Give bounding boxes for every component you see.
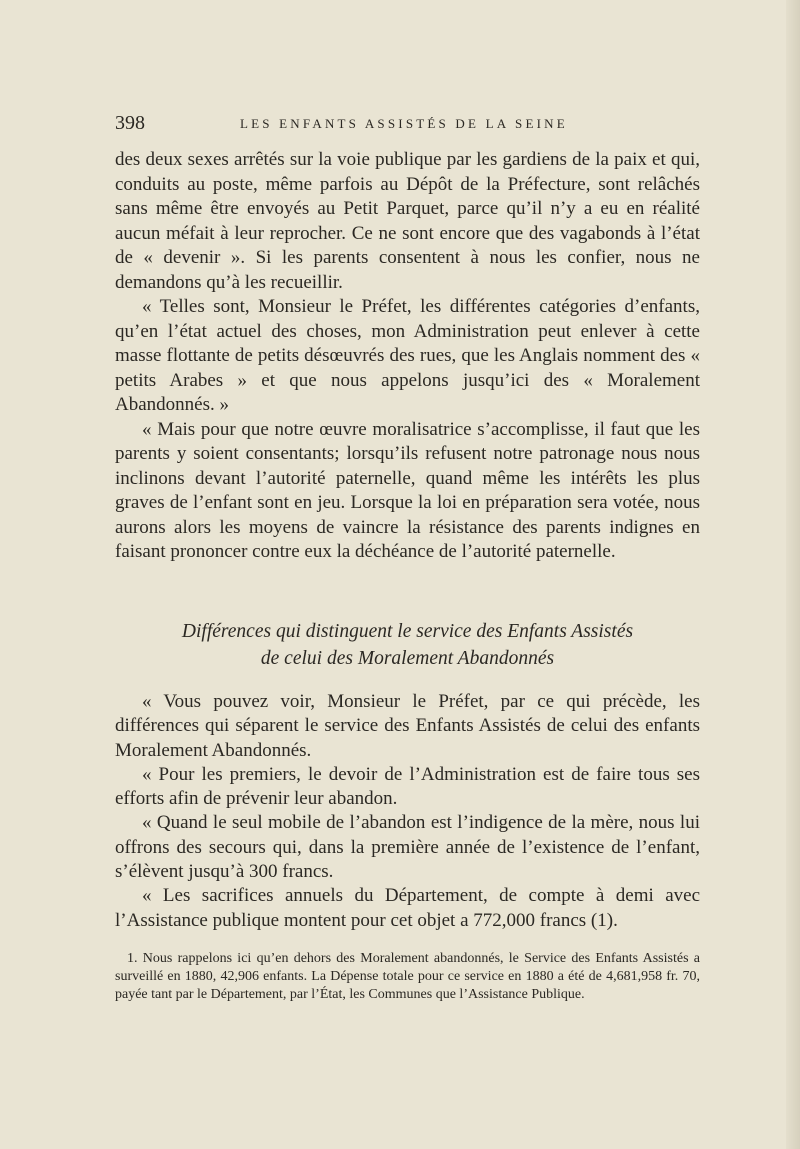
page-header [115, 110, 700, 136]
section-title-line-1: Différences qui distinguent le service des Enfants Assistés [181, 621, 634, 642]
paragraph: des deux sexes arrêtés sur la voie publique par les gardiens de la paix et qui, conduits au poste, même parfois au Dépôt de la Préfecture, sont relâchés sans même être envoyés au Petit Parquet, parce qu’il n’y a eu en réalité aucun méfait à leur reprocher. Ce ne sont encore que des vagabonds à l’état de « devenir ». Si les parents consentent à nous les confier, nous ne demandons qu’à les recueillir. [115, 149, 700, 293]
page-edge [786, 0, 800, 1149]
paragraph: « Pour les premiers, le devoir de l’Administration est de faire tous ses efforts afin de prévenir leur abandon. [115, 763, 700, 810]
section-title-line-2: de celui des Moralement Abandonnés [260, 648, 555, 669]
paragraph: « Telles sont, Monsieur le Préfet, les différentes catégories d’enfants, qu’en l’état actuel des choses, mon Administration peut enlever à cette masse flottante de petits désœuvrés des rues, que les Anglais nomment des « petits Arabes » et que nous appelons jusqu’ici des « Moralement Abandonnés. » [115, 296, 700, 415]
page-number: 398 [115, 112, 145, 134]
paragraph: « Mais pour que notre œuvre moralisatrice s’accomplisse, il faut que les parents y soient consentants; lorsqu’ils refusent notre patronage nous nous inclinons devant l’autorité paternelle, quand même les intérêts les plus graves de l’enfant sont en jeu. Lorsque la loi en préparation sera votée, nous aurons alors les moyens de vaincre la résistance des parents indignes en faisant prononcer contre eux la déchéance de l’autorité paternelle. [115, 418, 700, 562]
body-text-top [115, 148, 700, 565]
body-text-bottom [115, 690, 700, 933]
paragraph: « Les sacrifices annuels du Département, de compte à demi avec l’Assistance publique montent pour cet objet a 772,000 francs (1). [115, 885, 700, 931]
footnote-text: 1. Nous rappelons ici qu’en dehors des Moralement abandonnés, le Service des Enfants Assistés a surveillé en 1880, 42,906 enfants. La Dépense totale pour ce service en 1880 a été de 4,681,958 fr. 70, payée tant par le Département, par l’État, les Communes que l’Assistance Publique. [115, 951, 700, 1002]
paragraph: « Quand le seul mobile de l’abandon est l’indigence de la mère, nous lui offrons des secours qui, dans la première année de l’existence de l’enfant, s’élèvent jusqu’à 300 francs. [115, 812, 700, 883]
running-title: LES ENFANTS ASSISTÉS DE LA SEINE [240, 116, 568, 131]
section-title [115, 618, 700, 672]
footnote [115, 950, 700, 1004]
paragraph: « Vous pouvez voir, Monsieur le Préfet, par ce qui précède, les différences qui séparent le service des Enfants Assistés de celui des enfants Moralement Abandonnés. [115, 691, 700, 761]
